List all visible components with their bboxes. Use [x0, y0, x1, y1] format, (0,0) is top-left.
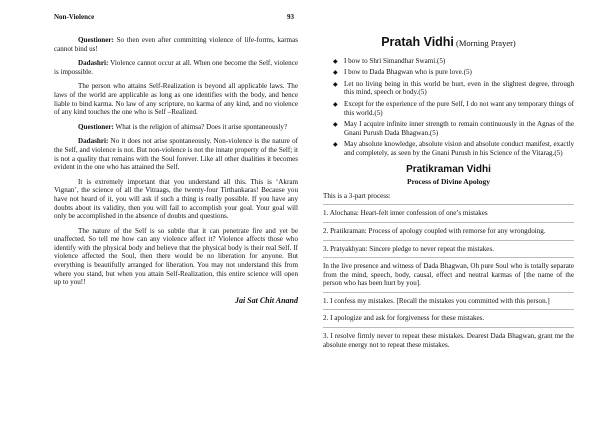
- paragraph: It is extremely important that you understand all this. This is ‘Akram Vignan’, the science of all the Vitraags, the twenty-four Tirthankaras! Because you have not heard of it, you will ask if such a thing is really possible. If you have any doubts about its validity, then you will fail to accomplish your goal. Your goal will only be accomplished in the absence of doubts and questions.: [54, 177, 298, 221]
- running-header-title: Non-Violence: [54, 13, 95, 21]
- divider: [323, 327, 574, 328]
- list-item: ◆ Let no living being in this world be hurt, even in the slightest degree, through this mind, speech or body.(5): [333, 79, 574, 97]
- list-item: ◆ I bow to Dada Bhagwan who is pure love.(5): [333, 68, 472, 77]
- diamond-bullet-icon: ◆: [333, 101, 338, 108]
- divider: [323, 257, 574, 258]
- right-column: [323, 35, 574, 353]
- step-item: 1. Alochana: Heart-felt inner confession of one’s mistakes: [323, 209, 488, 218]
- confession-item: 2. I apologize and ask for forgiveness for these mistakes.: [323, 314, 485, 323]
- answer-text: No it does not arise spontaneously. Non-violence is the nature of the Self, and violence is not. But non-violence is not the innate property of the Self; it is not a quality that remains with the Soul forever. Like all other dualities it becomes evident in the one who has attained the Self.: [54, 137, 298, 172]
- diamond-bullet-icon: ◆: [333, 58, 338, 65]
- list-item: ◆ May absolute knowledge, absolute vision and absolute conduct manifest, exactly and completely, as seen by the Gnani Purush in his Science of the Vitarag.(5): [333, 140, 574, 157]
- paragraph: The nature of the Self is so subtle that it can penetrate fire and yet be unaffected. So tell me how can any violence affect it? Violence affects those who identify with the physical body and believe that the physical body is their real Self. If violence affected the Soul, then there would be no liberation for anyone. But everything is beautifully arranged for liberation. You may not understand this from where you stand, but when you attain Self-Realization, this entire science will open up to you!!: [54, 226, 298, 287]
- question-text: What is the religion of ahimsa? Does it arise spontaneously?: [113, 122, 288, 131]
- left-column: [54, 36, 298, 305]
- section-title: Pratah Vidhi: [381, 35, 454, 49]
- answer-text: Violence cannot occur at all. When one become the Self, violence is impossible.: [54, 59, 298, 76]
- diamond-bullet-icon: ◆: [333, 142, 338, 149]
- list-item: ◆ I bow to Shri Simandhar Swami.(5): [333, 56, 446, 65]
- diamond-bullet-icon: ◆: [333, 70, 338, 77]
- answer-1: [54, 59, 298, 76]
- questioner-label: Questioner:: [78, 36, 114, 44]
- divider: [323, 240, 574, 241]
- pratikraman-title: Pratikraman Vidhi: [406, 163, 491, 175]
- step-item: 3. Pratyakhyan: Sincere pledge to never repeat the mistakes.: [323, 244, 494, 253]
- list-item: ◆ Except for the experience of the pure Self, I do not want any temporary things of this world.(5): [333, 99, 574, 117]
- question-text: So then even after committing violence of life-forms, karmas cannot bind us!: [54, 36, 298, 53]
- paragraph: The person who attains Self-Realization is beyond all applicable laws. The laws of the world are applicable as long as one identifies with the body, and hence liable to bind karma. No law of any scripture, no karma of any kind, and no violence of any kind touches the one who is Self –Realized.: [54, 82, 298, 117]
- answer-2: [54, 137, 298, 171]
- confession-item: 1. I confess my mistakes. [Recall the mistakes you committed with this person.]: [323, 296, 550, 305]
- morning-prayer-title: [323, 35, 574, 49]
- diamond-bullet-icon: ◆: [333, 122, 338, 129]
- section-subtitle: (Morning Prayer): [453, 38, 516, 48]
- intro-text: This is a 3-part process:: [323, 191, 391, 200]
- diamond-bullet-icon: ◆: [333, 81, 338, 88]
- signature-line: Jai Sat Chit Anand: [234, 295, 298, 305]
- divider: [323, 309, 574, 310]
- confession-item: 3. I resolve firmly never to repeat these mistakes. Dearest Dada Bhagwan, grant me the absolute energy not to repeat these mistakes.: [323, 332, 574, 349]
- question-2: [54, 123, 298, 132]
- pratikraman-subtitle: Process of Divine Apology: [407, 177, 490, 187]
- divider: [323, 222, 574, 223]
- question-1: [54, 36, 298, 53]
- page-number: 93: [287, 13, 294, 21]
- questioner-label: Questioner:: [78, 122, 114, 131]
- divider: [323, 292, 574, 293]
- dadashri-label: Dadashri:: [78, 137, 109, 146]
- dadashri-label: Dadashri:: [78, 59, 109, 68]
- step-item: 2. Pratikraman: Process of apology coupled with remorse for any wrongdoing.: [323, 226, 546, 235]
- list-item: ◆ May I acquire infinite inner strength to remain continuously in the Agnas of the Gnani Purush Dada Bhagwan.(5): [333, 120, 574, 137]
- prayer-list: [323, 57, 574, 158]
- divider: [323, 204, 574, 205]
- presence-paragraph: In the live presence and witness of Dada Bhagwan, Oh pure Soul who is totally separate from the mind, speech, body, causal, effect and neutral karmas of [the name of the person who has been hurt by you].: [323, 262, 574, 288]
